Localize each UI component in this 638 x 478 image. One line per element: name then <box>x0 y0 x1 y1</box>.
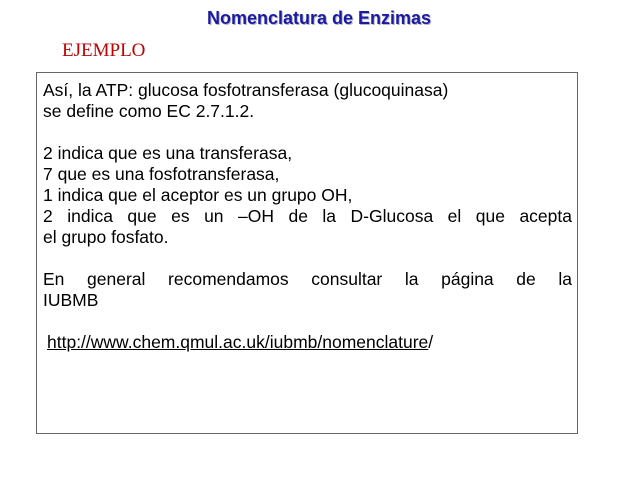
intro-line-2: se define como EC 2.7.1.2. <box>43 101 255 121</box>
example-label: EJEMPLO <box>62 40 146 61</box>
recommend-line-1: En general recomendamos consultar la página de la <box>43 269 572 289</box>
point-3: 1 indica que el aceptor es un grupo OH, <box>43 185 353 205</box>
spacer <box>43 311 572 332</box>
link-line <box>43 332 572 353</box>
link-suffix: / <box>428 332 434 352</box>
point-2: 7 que es una fosfotransferasa, <box>43 164 280 184</box>
spacer <box>43 122 572 143</box>
intro-line-1: Así, la ATP: glucosa fosfotransferasa (glucoquinasa) <box>43 80 449 100</box>
point-4-line-2: el grupo fosfato. <box>43 227 169 247</box>
recommend-line-2: IUBMB <box>43 290 99 310</box>
slide-title: Nomenclatura de Enzimas <box>206 8 432 28</box>
spacer <box>43 248 572 269</box>
content-box <box>36 72 578 434</box>
point-4-line-1: 2 indica que es un –OH de la D-Glucosa el que acepta <box>43 206 572 226</box>
point-1: 2 indica que es una transferasa, <box>43 143 293 163</box>
iubmb-link[interactable]: http://www.chem.qmul.ac.uk/iubmb/nomenclature <box>47 332 429 352</box>
